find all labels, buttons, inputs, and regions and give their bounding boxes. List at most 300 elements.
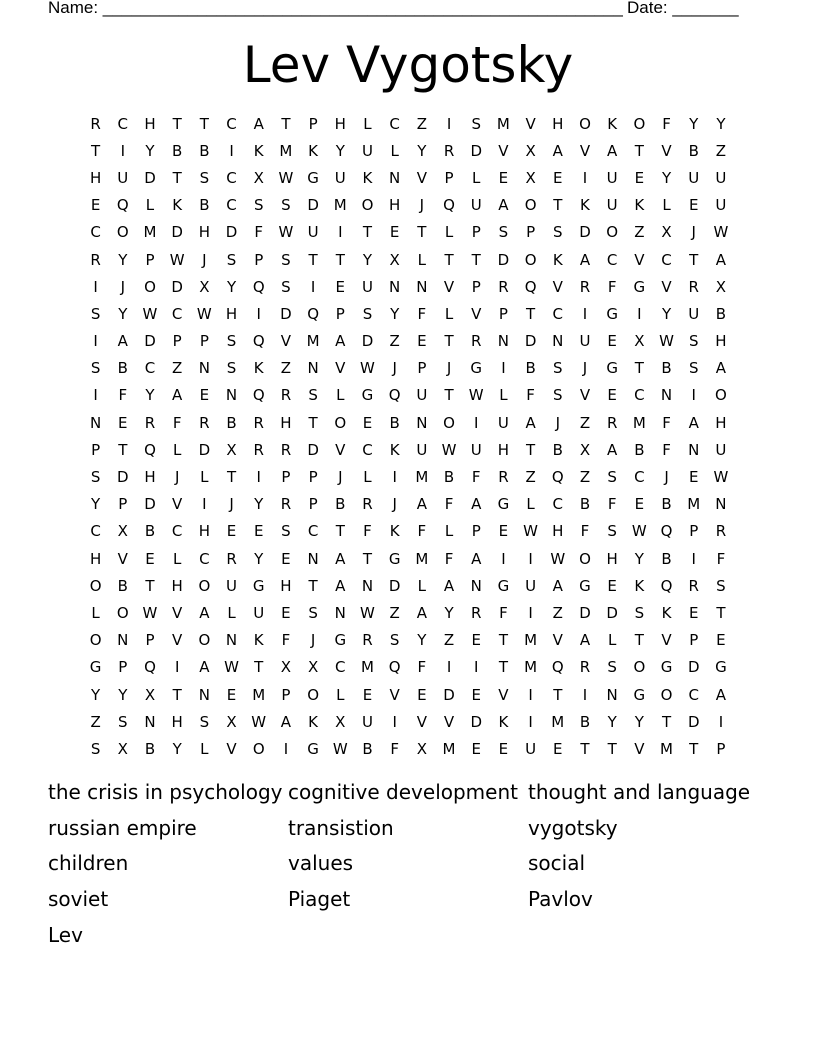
grid-letter: F — [417, 304, 427, 323]
grid-letter: L — [499, 386, 508, 405]
grid-letter: R — [199, 413, 210, 432]
grid-letter: S — [90, 304, 101, 323]
grid-letter: D — [144, 332, 156, 351]
grid-letter: R — [280, 440, 292, 459]
grid-letter: N — [198, 359, 210, 378]
grid-letter: I — [392, 468, 397, 487]
grid-letter: D — [225, 223, 238, 242]
grid-letter: T — [498, 631, 508, 650]
grid-letter: Y — [145, 386, 155, 405]
grid-letter: I — [310, 277, 316, 296]
grid-letter: V — [443, 712, 455, 731]
grid-letter: H — [171, 576, 183, 595]
grid-letter: K — [253, 141, 264, 160]
grid-letter: P — [716, 739, 726, 758]
grid-letter: O — [89, 576, 102, 595]
grid-letter: M — [360, 658, 374, 677]
grid-letter: G — [497, 576, 510, 595]
grid-letter: X — [389, 250, 400, 269]
grid-letter: M — [442, 739, 456, 758]
grid-letter: P — [689, 522, 699, 541]
grid-letter: T — [689, 250, 699, 269]
grid-letter: W — [251, 712, 267, 731]
grid-letter: A — [172, 386, 183, 405]
grid-letter: B — [443, 468, 455, 487]
grid-letter: V — [661, 631, 672, 650]
grid-letter: G — [470, 359, 483, 378]
grid-letter: S — [281, 250, 291, 269]
grid-letter: K — [580, 196, 590, 215]
grid-letter: G — [307, 739, 319, 758]
grid-letter: Y — [634, 549, 644, 568]
grid-letter: P — [281, 468, 291, 487]
grid-letter: S — [308, 386, 318, 405]
grid-letter: H — [89, 549, 102, 568]
grid-letter: K — [253, 631, 264, 650]
grid-letter: T — [498, 658, 508, 677]
grid-letter: D — [171, 277, 183, 296]
grid-letter: A — [715, 685, 727, 704]
grid-letter: I — [93, 332, 98, 351]
grid-letter: N — [334, 603, 346, 622]
grid-letter: Z — [443, 631, 455, 650]
grid-letter: P — [308, 468, 318, 487]
grid-letter: S — [226, 250, 237, 269]
grid-letter: D — [443, 685, 455, 704]
grid-letter: Q — [660, 576, 673, 595]
grid-letter: Z — [172, 359, 183, 378]
grid-letter: T — [335, 250, 345, 269]
grid-letter: N — [198, 685, 210, 704]
grid-letter: U — [688, 168, 700, 187]
grid-letter: I — [446, 114, 452, 133]
grid-letter: T — [607, 739, 617, 758]
grid-letter: O — [579, 114, 591, 133]
grid-letter: M — [496, 114, 510, 133]
page-title: Lev Vygotsky — [242, 36, 574, 94]
grid-letter: A — [335, 549, 346, 568]
grid-letter: N — [715, 495, 727, 514]
word-list — [48, 775, 768, 953]
grid-letter: O — [334, 413, 347, 432]
grid-letter: D — [144, 168, 156, 187]
grid-letter: I — [528, 549, 533, 568]
grid-letter: I — [528, 685, 533, 704]
grid-letter: T — [118, 440, 128, 459]
grid-letter: X — [226, 440, 237, 459]
grid-letter: X — [661, 223, 672, 242]
grid-letter: S — [607, 468, 617, 487]
grid-letter: M — [551, 712, 565, 731]
grid-letter: W — [278, 223, 294, 242]
grid-letter: S — [118, 712, 128, 731]
grid-letter: I — [120, 141, 125, 160]
grid-letter: A — [715, 359, 727, 378]
grid-letter: D — [388, 576, 401, 595]
grid-letter: D — [579, 603, 591, 622]
grid-letter: W — [631, 522, 647, 541]
grid-letter: R — [579, 277, 591, 296]
grid-letter: U — [361, 141, 373, 160]
grid-letter: P — [145, 250, 155, 269]
grid-letter: S — [389, 631, 400, 650]
grid-letter: D — [171, 223, 183, 242]
grid-letter: R — [471, 332, 482, 351]
grid-letter: C — [688, 685, 699, 704]
grid-letter: R — [90, 114, 101, 133]
grid-letter: J — [555, 413, 560, 432]
grid-letter: A — [199, 603, 210, 622]
grid-letter: A — [607, 440, 618, 459]
grid-letter: K — [172, 196, 183, 215]
grid-letter: G — [579, 576, 591, 595]
grid-letter: T — [471, 250, 481, 269]
grid-letter: G — [388, 549, 401, 568]
grid-letter: L — [172, 549, 182, 568]
grid-letter: F — [499, 603, 508, 622]
grid-letter: M — [415, 468, 429, 487]
grid-letter: V — [416, 712, 427, 731]
grid-letter: O — [633, 658, 646, 677]
grid-letter: P — [526, 223, 536, 242]
grid-letter: Q — [388, 386, 401, 405]
grid-letter: O — [361, 196, 374, 215]
grid-letter: F — [390, 739, 399, 758]
grid-letter: T — [308, 413, 318, 432]
grid-letter: S — [226, 359, 237, 378]
grid-letter: E — [471, 631, 481, 650]
grid-letter: A — [117, 332, 128, 351]
grid-letter: B — [634, 440, 645, 459]
grid-letter: T — [199, 114, 209, 133]
grid-letter: J — [338, 468, 343, 487]
grid-letter: W — [360, 359, 375, 378]
grid-letter: B — [715, 304, 727, 323]
grid-letter: T — [226, 468, 237, 487]
grid-letter: V — [172, 631, 183, 650]
grid-letter: Y — [417, 631, 427, 650]
grid-letter: I — [528, 603, 533, 622]
grid-letter: Y — [607, 712, 617, 731]
grid-letter: I — [93, 277, 98, 296]
grid-letter: W — [468, 386, 484, 405]
grid-letter: O — [116, 223, 129, 242]
grid-letter: J — [392, 359, 397, 378]
grid-letter: O — [307, 685, 319, 704]
grid-letter: A — [552, 141, 563, 160]
grid-letter: A — [253, 114, 264, 133]
grid-letter: P — [199, 332, 209, 351]
grid-letter: O — [606, 223, 619, 242]
grid-letter: U — [715, 196, 727, 215]
grid-letter: Y — [444, 603, 454, 622]
grid-letter: N — [144, 712, 156, 731]
grid-letter: I — [718, 712, 724, 731]
grid-letter: S — [471, 114, 481, 133]
grid-letter: B — [226, 413, 237, 432]
grid-letter: G — [252, 576, 265, 595]
grid-letter: Y — [118, 250, 128, 269]
grid-letter: N — [416, 413, 428, 432]
grid-letter: N — [416, 277, 428, 296]
grid-letter: N — [606, 685, 618, 704]
grid-letter: C — [389, 114, 400, 133]
grid-letter: W — [360, 603, 375, 622]
grid-letter: Y — [118, 304, 128, 323]
grid-letter: W — [142, 304, 158, 323]
grid-letter: G — [660, 658, 673, 677]
grid-letter: U — [334, 168, 346, 187]
grid-letter: Y — [634, 712, 644, 731]
grid-letter: T — [172, 685, 182, 704]
grid-letter: E — [90, 196, 101, 215]
grid-letter: V — [335, 440, 346, 459]
grid-letter: S — [281, 277, 291, 296]
grid-letter: E — [634, 495, 645, 514]
grid-letter: H — [606, 549, 618, 568]
grid-letter: U — [525, 739, 537, 758]
grid-letter: E — [199, 386, 210, 405]
grid-letter: I — [637, 304, 642, 323]
grid-letter: D — [307, 440, 319, 459]
grid-letter: Y — [91, 495, 101, 514]
grid-letter: R — [688, 277, 699, 296]
grid-letter: G — [361, 386, 374, 405]
grid-letter: V — [552, 631, 563, 650]
word-list-item: social — [528, 851, 586, 876]
grid-letter: P — [145, 631, 155, 650]
grid-letter: H — [552, 522, 564, 541]
grid-letter: B — [199, 141, 210, 160]
grid-letter: G — [307, 168, 319, 187]
grid-letter: Z — [90, 712, 101, 731]
grid-letter: Q — [252, 386, 265, 405]
grid-letter: P — [417, 359, 427, 378]
grid-letter: P — [118, 495, 128, 514]
grid-letter: Q — [551, 468, 564, 487]
grid-letter: S — [553, 223, 563, 242]
grid-letter: L — [145, 196, 155, 215]
grid-letter: L — [444, 304, 454, 323]
grid-letter: B — [199, 196, 210, 215]
grid-letter: O — [443, 413, 455, 432]
grid-letter: E — [498, 522, 509, 541]
grid-letter: U — [715, 440, 727, 459]
grid-letter: C — [634, 468, 645, 487]
grid-letter: V — [335, 359, 346, 378]
grid-letter: H — [552, 114, 564, 133]
grid-letter: E — [471, 685, 481, 704]
grid-letter: M — [143, 223, 157, 242]
grid-letter: O — [524, 250, 537, 269]
word-list-item: soviet — [48, 887, 109, 912]
grid-letter: S — [634, 603, 645, 622]
grid-letter: B — [117, 576, 128, 595]
grid-letter: S — [226, 332, 237, 351]
grid-letter: Q — [252, 277, 265, 296]
grid-letter: U — [497, 413, 509, 432]
grid-letter: Q — [144, 658, 156, 677]
grid-letter: P — [172, 332, 182, 351]
grid-letter: E — [688, 196, 699, 215]
grid-letter: Y — [689, 114, 699, 133]
grid-letter: I — [691, 386, 696, 405]
grid-letter: E — [688, 468, 699, 487]
grid-letter: C — [171, 304, 183, 323]
grid-letter: T — [362, 223, 373, 242]
grid-letter: E — [498, 168, 509, 187]
grid-letter: H — [198, 223, 210, 242]
grid-letter: G — [334, 631, 347, 650]
grid-letter: A — [579, 250, 591, 269]
grid-letter: S — [607, 522, 617, 541]
grid-letter: U — [117, 168, 129, 187]
grid-letter: T — [526, 440, 536, 459]
grid-letter: F — [662, 413, 671, 432]
grid-letter: A — [579, 631, 591, 650]
grid-letter: D — [687, 658, 700, 677]
grid-letter: P — [471, 277, 481, 296]
grid-letter: M — [524, 658, 538, 677]
grid-letter: B — [552, 440, 563, 459]
grid-letter: O — [633, 114, 646, 133]
grid-letter: T — [634, 359, 644, 378]
grid-letter: F — [444, 495, 454, 514]
grid-letter: H — [497, 440, 510, 459]
grid-letter: Z — [389, 332, 400, 351]
grid-letter: C — [90, 522, 101, 541]
grid-letter: Q — [443, 196, 455, 215]
grid-letter: R — [606, 413, 618, 432]
grid-letter: V — [172, 603, 183, 622]
grid-letter: S — [308, 603, 318, 622]
grid-letter: V — [471, 304, 482, 323]
grid-letter: J — [446, 359, 452, 378]
grid-letter: G — [606, 359, 618, 378]
grid-letter: Q — [252, 332, 265, 351]
word-list-item: Pavlov — [528, 887, 593, 912]
grid-letter: G — [633, 277, 646, 296]
grid-letter: D — [687, 712, 700, 731]
grid-letter: V — [661, 141, 672, 160]
grid-letter: A — [688, 413, 699, 432]
grid-letter: C — [199, 549, 210, 568]
grid-letter: J — [691, 223, 696, 242]
grid-letter: H — [144, 468, 156, 487]
grid-letter: P — [308, 114, 318, 133]
grid-letter: A — [471, 549, 482, 568]
grid-letter: F — [172, 413, 182, 432]
grid-letter: P — [308, 495, 318, 514]
grid-letter: U — [361, 712, 373, 731]
grid-letter: G — [606, 304, 618, 323]
grid-letter: W — [169, 250, 185, 269]
grid-letter: U — [606, 196, 618, 215]
grid-letter: E — [118, 413, 128, 432]
grid-letter: K — [498, 712, 509, 731]
grid-letter: E — [362, 685, 373, 704]
grid-letter: U — [470, 196, 482, 215]
grid-letter: D — [606, 603, 618, 622]
letter-grid — [82, 110, 735, 763]
grid-letter: D — [307, 196, 319, 215]
grid-letter: W — [224, 658, 239, 677]
grid-letter: R — [90, 250, 101, 269]
grid-letter: C — [552, 304, 564, 323]
grid-letter: V — [117, 549, 128, 568]
grid-letter: U — [307, 223, 319, 242]
grid-letter: M — [306, 332, 320, 351]
grid-letter: Z — [525, 468, 536, 487]
grid-letter: N — [307, 549, 319, 568]
grid-letter: K — [308, 712, 319, 731]
grid-letter: T — [526, 304, 536, 323]
grid-letter: B — [579, 495, 591, 514]
grid-letter: X — [144, 685, 156, 704]
grid-letter: X — [117, 522, 128, 541]
grid-letter: L — [417, 576, 427, 595]
grid-letter: B — [144, 739, 156, 758]
grid-letter: V — [525, 114, 536, 133]
grid-letter: S — [90, 359, 101, 378]
grid-letter: W — [278, 168, 294, 187]
grid-letter: N — [307, 359, 319, 378]
grid-letter: O — [144, 277, 156, 296]
word-list-item: cognitive development — [288, 780, 518, 804]
grid-letter: Y — [91, 685, 101, 704]
grid-letter: T — [444, 386, 454, 405]
grid-letter: Q — [551, 658, 564, 677]
grid-letter: Q — [116, 196, 129, 215]
grid-letter: D — [524, 332, 537, 351]
grid-letter: H — [280, 576, 292, 595]
grid-letter: F — [662, 440, 671, 459]
grid-letter: A — [552, 576, 563, 595]
grid-letter: C — [90, 223, 101, 242]
grid-letter: D — [144, 495, 156, 514]
grid-letter: X — [634, 332, 645, 351]
grid-letter: F — [118, 386, 128, 405]
grid-letter: E — [553, 739, 563, 758]
grid-letter: E — [226, 685, 237, 704]
grid-letter: B — [362, 739, 373, 758]
grid-letter: L — [200, 468, 209, 487]
grid-letter: D — [579, 223, 591, 242]
grid-letter: B — [661, 495, 672, 514]
grid-letter: N — [361, 576, 374, 595]
grid-letter: X — [117, 739, 128, 758]
grid-letter: A — [715, 250, 727, 269]
grid-letter: B — [525, 359, 536, 378]
grid-letter: Y — [661, 304, 672, 323]
grid-letter: C — [307, 522, 319, 541]
grid-letter: L — [472, 168, 481, 187]
grid-letter: F — [281, 631, 291, 650]
grid-letter: I — [283, 739, 289, 758]
grid-letter: K — [634, 576, 645, 595]
grid-letter: E — [688, 603, 699, 622]
grid-letter: N — [225, 631, 238, 650]
grid-letter: H — [89, 168, 102, 187]
grid-letter: H — [198, 522, 210, 541]
grid-letter: V — [280, 332, 292, 351]
grid-letter: T — [308, 250, 318, 269]
grid-letter: L — [662, 196, 671, 215]
grid-letter: T — [417, 223, 427, 242]
grid-letter: T — [689, 739, 699, 758]
grid-letter: H — [280, 413, 292, 432]
grid-letter: J — [120, 277, 125, 296]
